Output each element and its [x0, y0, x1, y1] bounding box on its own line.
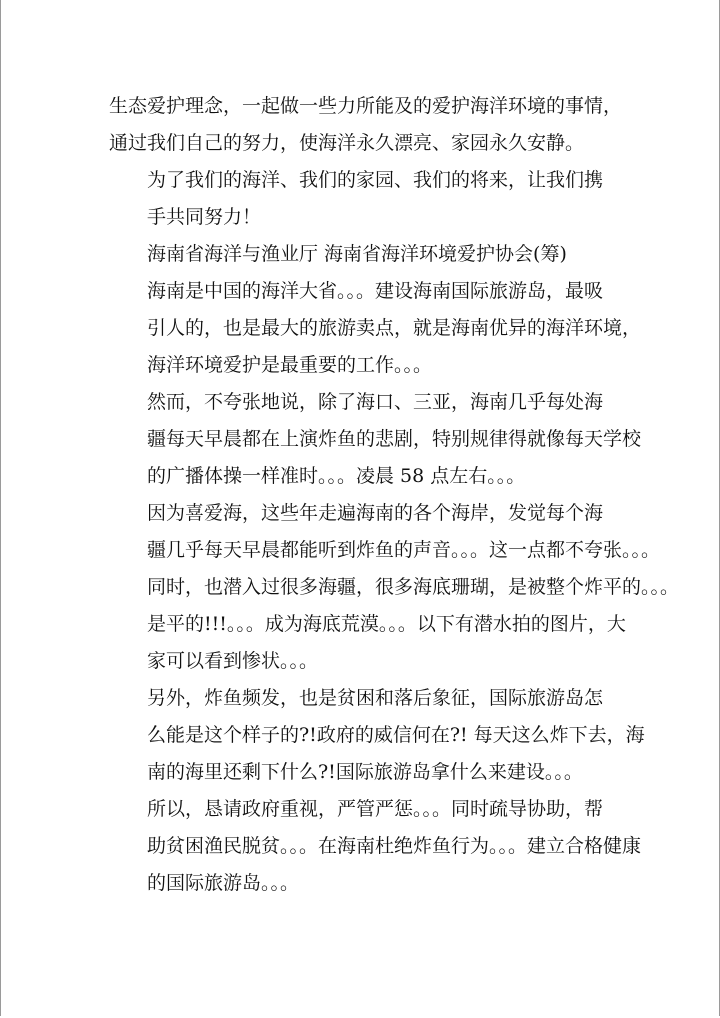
paragraph-call-to-action: [109, 162, 617, 236]
text-line: 么能是这个样子的?!政府的威信何在?! 每天这么炸下去，海: [147, 724, 645, 746]
paragraph-appeal-to-government: [109, 791, 642, 902]
text-line: 海南是中国的海洋大省。。。建设海南国际旅游岛，最吸: [147, 280, 604, 302]
paragraph-diving-observations: [109, 495, 680, 680]
paragraph-fish-bombing-daily: [109, 384, 642, 495]
text-line: 海南省海洋与渔业厅 海南省海洋环境爱护协会(筹): [147, 243, 567, 265]
text-line: 疆每天早晨都在上演炸鱼的悲剧，特别规律得就像每天学校: [147, 428, 642, 450]
text-line: 所以，恳请政府重视，严管严惩。。。同时疏导协助，帮: [147, 798, 604, 820]
text-line: 引人的，也是最大的旅游卖点，就是海南优异的海洋环境，: [147, 317, 642, 339]
paragraph-signature: [109, 236, 617, 273]
text-line: 为了我们的海洋、我们的家园、我们的将来，让我们携: [147, 169, 604, 191]
paragraph-poverty-symbol: [109, 680, 645, 791]
text-line: 的国际旅游岛。。。: [147, 872, 300, 894]
text-line: 另外，炸鱼频发，也是贫困和落后象征，国际旅游岛怎: [147, 687, 604, 709]
text-line: 生态爱护理念，一起做一些力所能及的爱护海洋环境的事情，: [109, 95, 623, 117]
document-body: [109, 88, 680, 902]
text-line: 因为喜爱海，这些年走遍海南的各个海岸，发觉每个海: [147, 502, 604, 524]
paragraph-hainan-ocean-province: [109, 273, 642, 384]
text-line: 然而，不夸张地说，除了海口、三亚，海南几乎每处海: [147, 391, 604, 413]
text-line: 同时，也潜入过很多海疆，很多海底珊瑚，是被整个炸平的。。。: [147, 576, 680, 598]
text-line: 助贫困渔民脱贫。。。在海南杜绝炸鱼行为。。。建立合格健康: [147, 835, 642, 857]
text-line: 的广播体操一样准时。。。凌晨 58 点左右。。。: [147, 465, 526, 487]
text-line: 疆几乎每天早晨都能听到炸鱼的声音。。。这一点都不夸张。。。: [147, 539, 661, 561]
text-line: 手共同努力！: [147, 206, 262, 228]
text-line: 是平的!!!。。。成为海底荒漠。。。以下有潜水拍的图片，大: [147, 613, 626, 635]
text-line: 通过我们自己的努力，使海洋永久漂亮、家园永久安静。: [109, 132, 585, 154]
text-line: 南的海里还剩下什么?!国际旅游岛拿什么来建设。。。: [147, 761, 583, 783]
text-line: 家可以看到惨状。。。: [147, 650, 319, 672]
paragraph-intro-continuation: [109, 88, 623, 162]
text-line: 海洋环境爱护是最重要的工作。。。: [147, 354, 433, 376]
